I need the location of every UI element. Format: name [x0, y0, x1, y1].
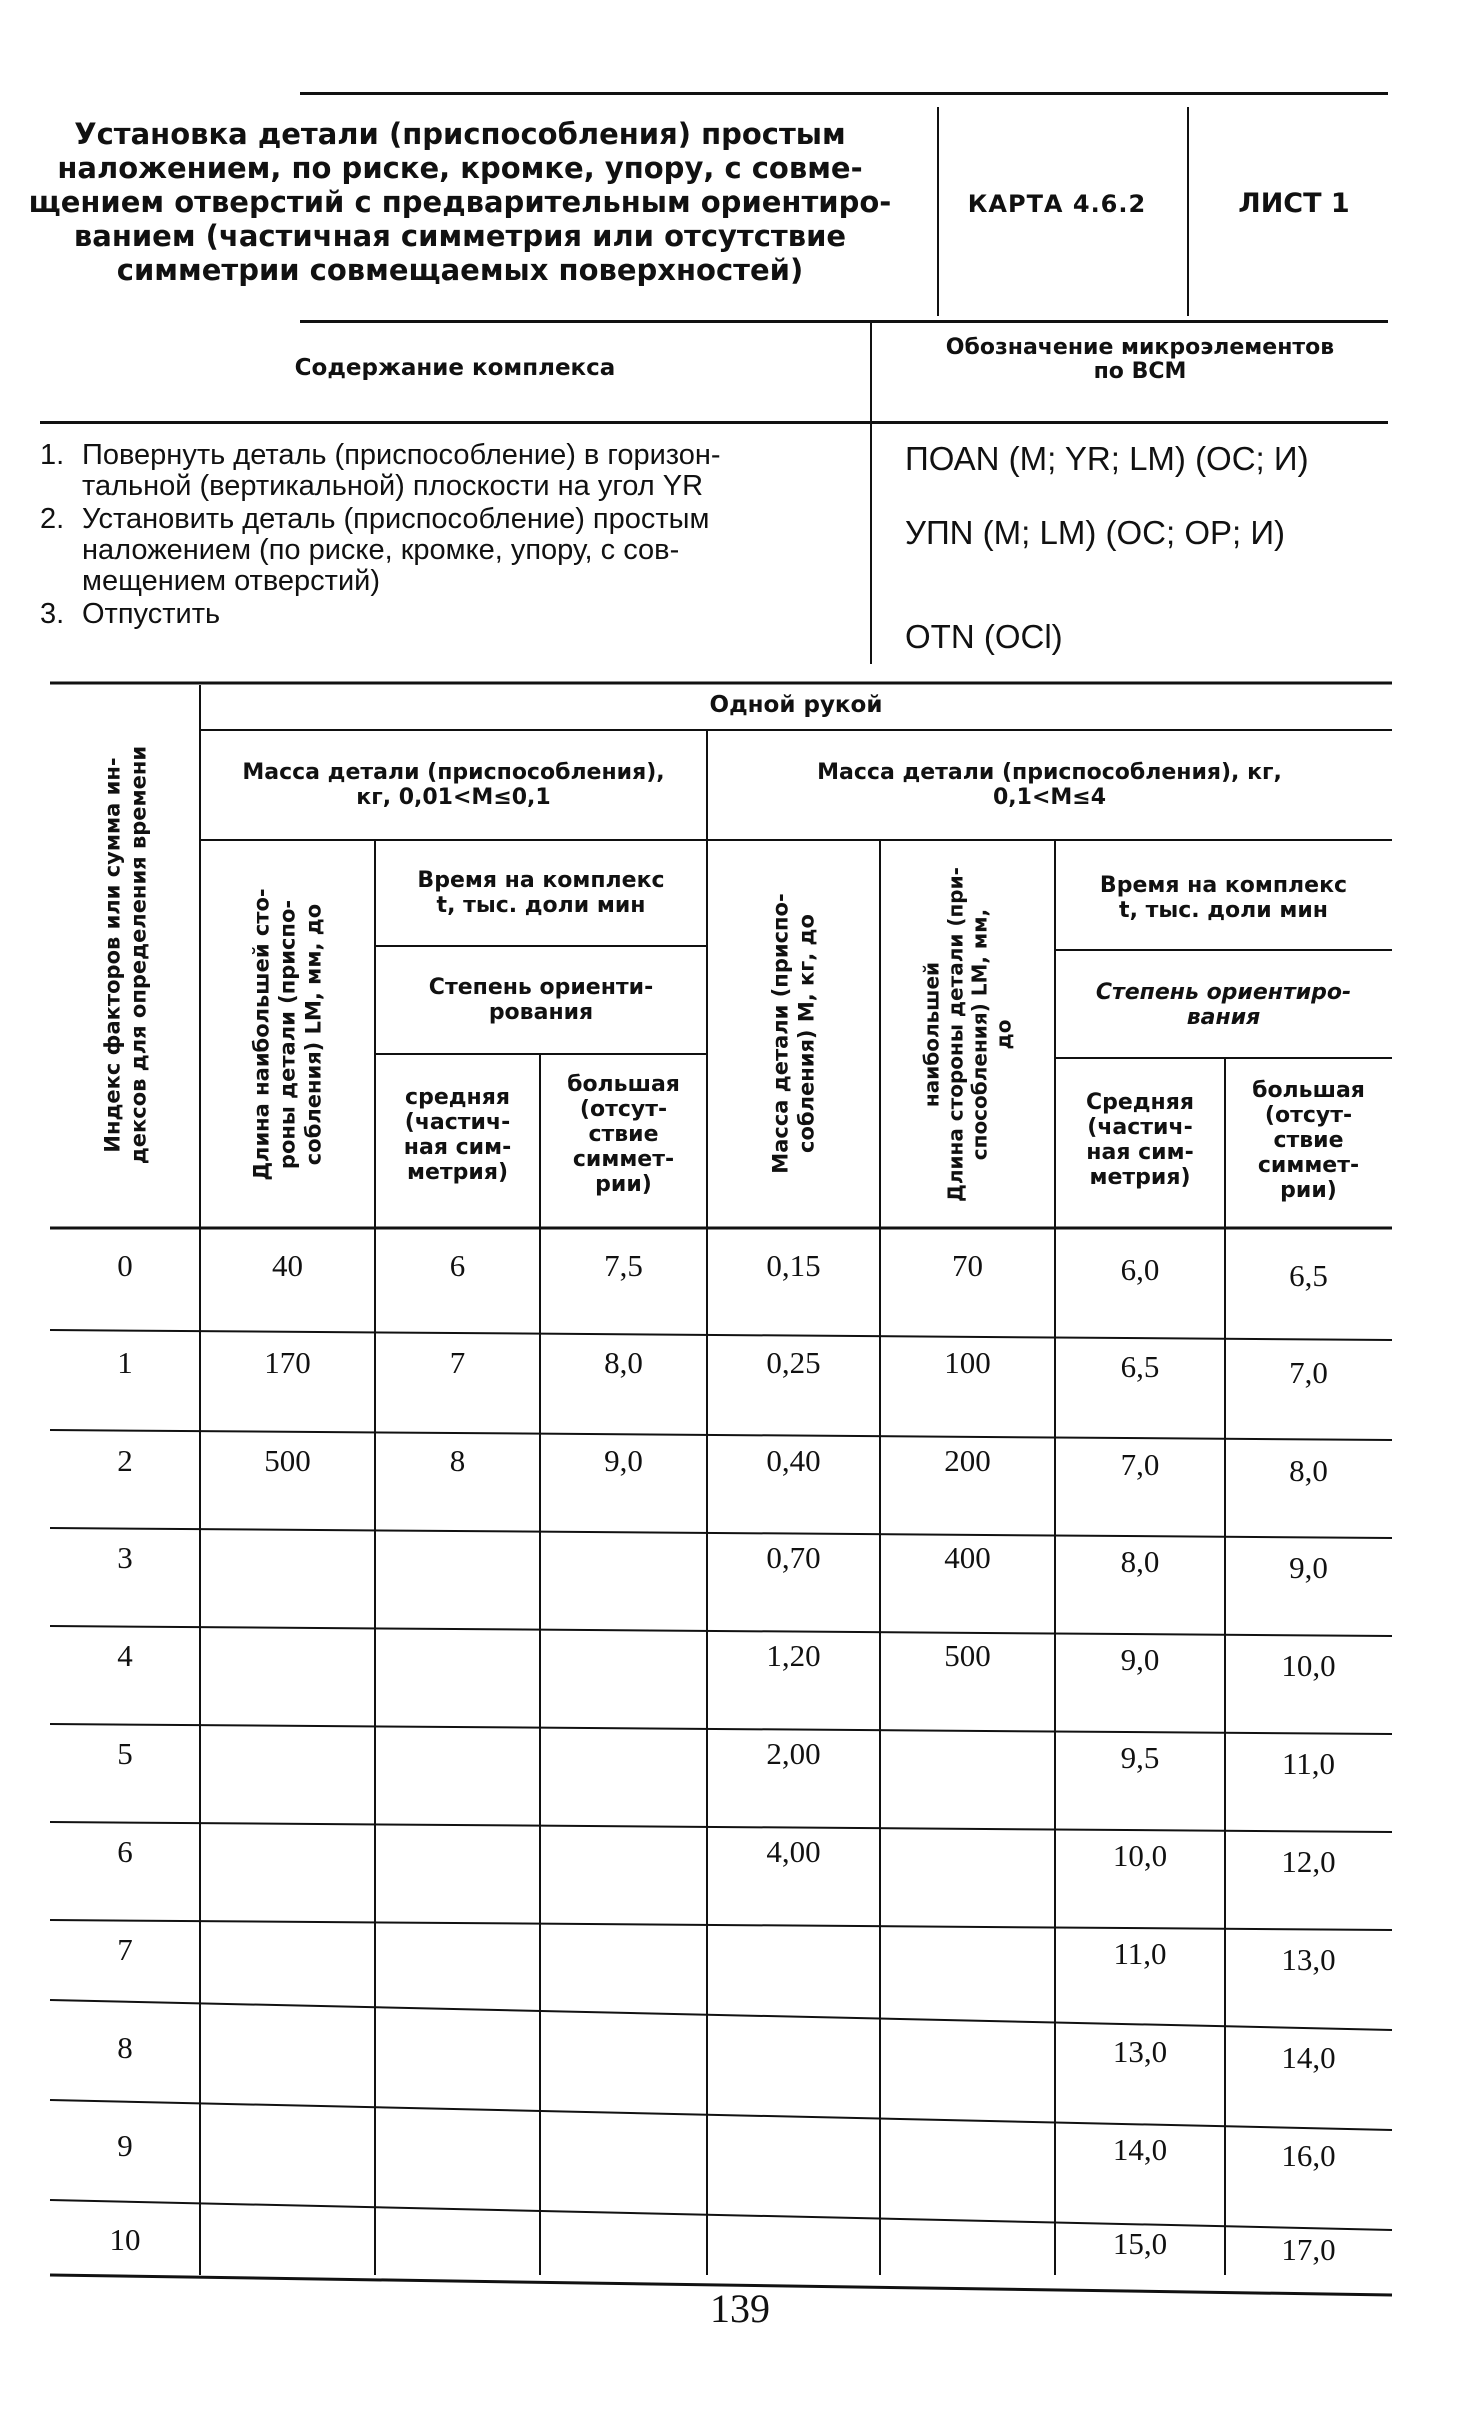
table-cell-idx: 9 [117, 2128, 133, 2163]
header-line: наибольшей [919, 961, 943, 1108]
step-number: 3. [40, 598, 65, 630]
header-line: (отсут- [579, 1097, 668, 1122]
title-line: Установка детали (приспособления) простым [74, 117, 846, 151]
group1-header [200, 760, 707, 810]
table-cell-len1: 40 [272, 1248, 303, 1283]
header-line: Масса детали (приспо- [768, 893, 792, 1174]
g2-large-header [1225, 1078, 1392, 1203]
microelement-code: УПN (M; LM) (OC; OP; И) [905, 514, 1286, 551]
table-cell-idx: 6 [117, 1834, 133, 1869]
title-line: наложением, по риске, кромке, упору, с совме- [57, 151, 863, 185]
contents-heading: Содержание комплекса [294, 355, 616, 381]
step-text: Установить деталь (приспособление) простым [82, 503, 710, 535]
table-cell-len2: 70 [952, 1248, 983, 1283]
step-text: мещением отверстий) [82, 565, 381, 597]
table-cell-t2m: 9,5 [1120, 1740, 1160, 1775]
header-line: (отсут- [1264, 1103, 1353, 1128]
header-line: вания [1186, 1005, 1261, 1030]
header-line: ная сим- [403, 1135, 512, 1160]
table-cell-t1l: 8,0 [604, 1345, 643, 1380]
group2-header [707, 760, 1392, 810]
table-cell-idx: 7 [117, 1932, 133, 1967]
table-cell-mass: 0,70 [766, 1540, 821, 1575]
header-line: ная сим- [1086, 1140, 1194, 1165]
table-cell-idx: 0 [117, 1248, 133, 1283]
step-text: наложением (по риске, кромке, упору, с сов- [82, 534, 680, 566]
header-line: метрия) [1089, 1165, 1191, 1190]
header-line: Время на комплекс [1099, 873, 1348, 898]
title-line: симметрии совмещаемых поверхностей) [116, 253, 804, 287]
g2-time-header [1055, 873, 1392, 923]
table-cell-idx: 5 [117, 1736, 133, 1771]
table-cell-t2m: 7,0 [1120, 1447, 1160, 1482]
table-cell-t2l: 6,5 [1289, 1258, 1328, 1293]
header-line: симмет- [572, 1147, 675, 1172]
table-cell-mass: 0,25 [766, 1345, 821, 1380]
header-line: Средняя [1085, 1090, 1195, 1115]
microelement-code: ПОАN (M; YR; LM) (OC; И) [905, 440, 1309, 477]
table-cell-t2l: 9,0 [1289, 1550, 1328, 1585]
g2-degree-header [1055, 980, 1392, 1030]
step-number: 1. [40, 439, 65, 471]
header-line: (частич- [404, 1110, 511, 1135]
table-cell-t2m: 9,0 [1120, 1642, 1160, 1677]
header-line: дексов для определения времени [126, 745, 151, 1165]
step-text: тальной (вертикальной) плоскости на угол YR [82, 470, 704, 502]
table-cell-t2l: 17,0 [1281, 2232, 1336, 2267]
table-cell-t1l: 9,0 [604, 1443, 643, 1478]
header-line: (частич- [1087, 1115, 1193, 1140]
step-number: 2. [40, 503, 65, 535]
table-cell-idx: 4 [117, 1638, 133, 1673]
table-cell-t2l: 7,0 [1289, 1355, 1328, 1390]
header-line: кг, 0,01<M≤0,1 [356, 785, 551, 810]
sheet-number: ЛИСТ 1 [1238, 188, 1350, 219]
header-line: 0,1<M≤4 [992, 785, 1107, 810]
card-number: КАРТА 4.6.2 [967, 190, 1147, 218]
table-cell-t2l: 10,0 [1281, 1648, 1336, 1683]
table-cell-idx: 10 [109, 2222, 141, 2257]
header-line: t, тыс. доли мин [1119, 898, 1328, 923]
header-line: роны детали (приспо- [275, 899, 299, 1170]
table-cell-t2m: 15,0 [1112, 2226, 1168, 2261]
table-cell-t1m: 8 [449, 1443, 466, 1478]
step-text: Повернуть деталь (приспособление) в горизон- [82, 439, 721, 471]
header-line: собления) LM, мм, до [301, 903, 325, 1166]
table-cell-t2l: 14,0 [1281, 2040, 1336, 2075]
table-cell-idx: 8 [117, 2030, 133, 2065]
g2-length-header [880, 841, 1055, 1229]
table-cell-t2m: 10,0 [1112, 1838, 1168, 1873]
table-cell-t2m: 6,5 [1120, 1349, 1160, 1384]
table-cell-t1m: 6 [449, 1248, 466, 1283]
table-cell-t2l: 11,0 [1281, 1746, 1336, 1781]
header-line: Масса детали (приспособления), [242, 760, 665, 785]
table-cell-len2: 400 [944, 1540, 991, 1575]
microelement-code: OTN (OCl) [905, 618, 1063, 655]
table-cell-t1m: 7 [449, 1345, 466, 1380]
heading-line: по ВСМ [1093, 359, 1187, 384]
header-line: большая [1252, 1078, 1365, 1103]
header-line: средняя [405, 1085, 510, 1110]
header-line: большая [567, 1072, 680, 1097]
table-cell-idx: 2 [117, 1443, 133, 1478]
table-cell-t2l: 12,0 [1281, 1844, 1336, 1879]
table-cell-t2m: 14,0 [1112, 2132, 1168, 2167]
one-hand-header: Одной рукой [709, 692, 883, 718]
table-cell-idx: 1 [117, 1345, 133, 1380]
table-cell-t2l: 13,0 [1281, 1942, 1336, 1977]
header-line: метрия) [407, 1160, 508, 1185]
header-line: ствие [1273, 1128, 1344, 1153]
table-cell-t2l: 16,0 [1281, 2138, 1336, 2173]
g2-medium-header [1055, 1090, 1225, 1190]
g1-time-header [375, 868, 707, 918]
header-line: Время на комплекс [417, 868, 665, 893]
g1-degree-header [375, 975, 707, 1025]
header-line: Степень ориенти- [428, 975, 654, 1000]
table-cell-mass: 2,00 [766, 1736, 821, 1771]
g1-large-header [540, 1072, 707, 1197]
table-cell-len2: 100 [944, 1345, 991, 1380]
header-line: Индекс факторов или сумма ин- [100, 757, 125, 1153]
g2-mass-header [707, 840, 880, 1228]
header-line: собления) M, кг, до [794, 914, 818, 1153]
table-cell-t2m: 13,0 [1112, 2034, 1168, 2069]
title-line: щением отверстий с предварительным ориентиро- [28, 185, 892, 219]
header-line: ствие [588, 1122, 659, 1147]
header-line: рии) [595, 1172, 652, 1197]
header-line: Длина наибольшей сто- [249, 888, 273, 1181]
header-line: рии) [1280, 1178, 1337, 1203]
header-line: Длина стороны детали (при- [943, 867, 967, 1202]
header-line: до [991, 1019, 1015, 1050]
table-cell-t2m: 8,0 [1120, 1544, 1160, 1579]
table-cell-mass: 1,20 [766, 1638, 821, 1673]
table-cell-mass: 0,15 [766, 1248, 821, 1283]
table-cell-idx: 3 [117, 1540, 133, 1575]
table-cell-t2m: 6,0 [1120, 1252, 1160, 1287]
header-line: рования [488, 1000, 594, 1025]
header-line: симмет- [1257, 1153, 1360, 1178]
heading-line: Обозначение микроэлементов [945, 335, 1335, 360]
index-column-header [51, 683, 201, 1228]
table-cell-len1: 170 [264, 1345, 311, 1380]
table-cell-t2m: 11,0 [1113, 1936, 1167, 1971]
step-text: Отпустить [82, 598, 221, 630]
table-cell-len2: 500 [944, 1638, 991, 1673]
table-cell-len1: 500 [264, 1443, 311, 1478]
table-cell-t1l: 7,5 [604, 1248, 643, 1283]
table-cell-len2: 200 [944, 1443, 991, 1478]
header-line: t, тыс. доли мин [436, 893, 646, 918]
header-line: Степень ориентиро- [1095, 980, 1352, 1005]
title-line: ванием (частичная симметрия или отсутствие [73, 219, 847, 253]
g1-medium-header [375, 1085, 540, 1185]
header-line: способления) LM, мм, [967, 908, 991, 1161]
table-cell-t2l: 8,0 [1289, 1453, 1328, 1488]
g1-length-header [200, 841, 375, 1229]
header-line: Масса детали (приспособления), кг, [817, 760, 1282, 785]
table-cell-mass: 0,40 [766, 1443, 821, 1478]
table-cell-mass: 4,00 [766, 1834, 821, 1869]
page-number: 139 [710, 2286, 770, 2331]
